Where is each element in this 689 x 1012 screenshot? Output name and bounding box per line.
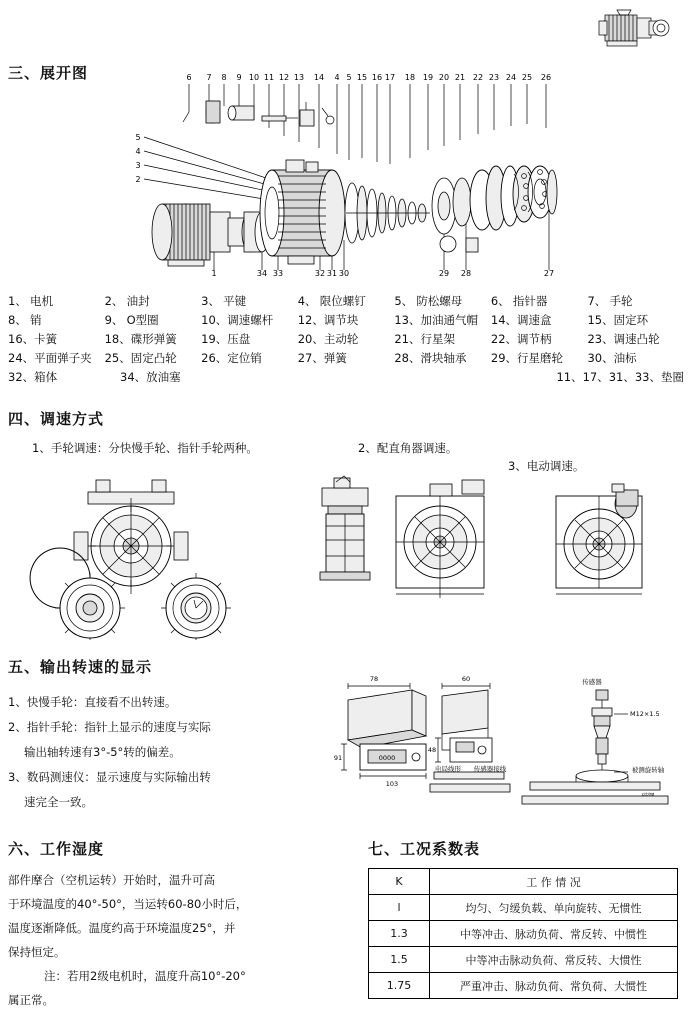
svg-text:13: 13 [293, 73, 305, 82]
humidity-line-2: 于环境温度的40°-50°，当运转60-80小时后， [8, 897, 248, 911]
legend-item: 28、滑块轴承 [394, 351, 467, 365]
humidity-note-1: 注：若用2级电机时，温度升高10°-20° [44, 969, 246, 983]
legend-item: 2、 油封 [104, 294, 150, 308]
table-cell-k: l [369, 895, 430, 921]
legend-item: 19、压盘 [201, 332, 251, 346]
svg-text:16: 16 [371, 73, 383, 82]
dim-60: 60 [461, 675, 471, 683]
svg-text:10: 10 [248, 73, 260, 82]
meter-bracket [428, 690, 510, 792]
legend-item: 16、卡簧 [8, 332, 58, 346]
table-cell-condition: 均匀、匀缓负载、单向旋转、无惯性 [430, 895, 678, 921]
svg-text:32: 32 [314, 269, 326, 278]
svg-text:11: 11 [263, 73, 275, 82]
drawing-angle-adapter-side [320, 476, 370, 580]
humidity-body [8, 868, 338, 1012]
svg-text:30: 30 [338, 269, 350, 278]
table-header-condition: 工 作 情 况 [430, 869, 678, 895]
legend-item: 5、 防松螺母 [394, 294, 463, 308]
legend-item: 27、弹簧 [297, 351, 347, 365]
legend-item: 1、 电机 [8, 294, 53, 308]
legend-item: 10、调速螺杆 [201, 313, 274, 327]
motor-illustration [591, 4, 677, 54]
table-header-k: K [369, 869, 430, 895]
parts-legend [8, 292, 684, 387]
svg-text:22: 22 [472, 73, 484, 82]
svg-text:17: 17 [384, 73, 396, 82]
svg-text:4: 4 [135, 147, 141, 156]
meter-diagram [330, 672, 686, 812]
table-row [369, 973, 678, 999]
legend-row [8, 349, 684, 368]
label-sensor: 传感器接线 [473, 765, 507, 773]
speed-mode-1: 1、手轮调速：分快慢手轮、指针手轮两种。 [32, 441, 258, 455]
legend-item: 15、固定环 [587, 313, 649, 327]
legend-row [8, 330, 684, 349]
svg-text:28: 28 [460, 269, 472, 278]
legend-item: 25、固定凸轮 [104, 351, 177, 365]
table-row [369, 921, 678, 947]
legend-item: 6、 指针器 [490, 294, 548, 308]
svg-text:33: 33 [272, 269, 284, 278]
dim-78: 78 [369, 675, 379, 683]
svg-text:19: 19 [422, 73, 434, 82]
svg-text:18: 18 [404, 73, 416, 82]
svg-text:20: 20 [438, 73, 450, 82]
label-rotating: 被测旋转轴 [631, 766, 665, 774]
table-header-row [369, 869, 678, 895]
svg-text:8: 8 [221, 73, 227, 82]
svg-text:9: 9 [236, 73, 242, 82]
table-cell-k: 1.5 [369, 947, 430, 973]
svg-text:7: 7 [206, 73, 212, 82]
svg-text:5: 5 [346, 73, 352, 82]
table-cell-condition: 中等冲击脉动负荷、常反转、大惯性 [430, 947, 678, 973]
svg-text:6: 6 [186, 73, 192, 82]
table-row [369, 895, 678, 921]
digital-meter [334, 690, 426, 788]
legend-row [8, 311, 684, 330]
legend-row [8, 368, 684, 387]
drawing-handwheel-topview [74, 480, 188, 594]
svg-text:2: 2 [135, 175, 141, 184]
svg-text:26: 26 [540, 73, 552, 82]
legend-item: 26、定位销 [201, 351, 262, 365]
svg-text:4: 4 [334, 73, 340, 82]
legend-item: 13、加油通气帽 [394, 313, 478, 327]
legend-item: 32、箱体 [8, 370, 58, 384]
svg-text:34: 34 [256, 269, 268, 278]
legend-item: 34、放油塞 [120, 370, 181, 384]
meter-value: 0000 [378, 754, 396, 762]
legend-item: 9、 O型圈 [104, 313, 159, 327]
section-three-title: 三、展开图 [8, 64, 89, 82]
dim-103: 103 [385, 780, 399, 788]
svg-text:3: 3 [135, 161, 141, 170]
humidity-line-4: 保持恒定。 [8, 945, 66, 959]
display-list [8, 690, 338, 815]
svg-text:27: 27 [543, 269, 555, 278]
section-seven-title: 七、工况系数表 [368, 840, 481, 858]
speed-mode-2: 2、配直角器调速。 [358, 441, 458, 455]
legend-washer-note: 11、17、31、33、垫圈 [556, 370, 684, 384]
legend-item: 14、调速盒 [490, 313, 552, 327]
display-item-2: 2、指针手轮：指针上显示的速度与实际 [8, 720, 211, 734]
sensor-assembly [522, 677, 668, 804]
display-item-2-cont: 输出轴转速有3°-5°转的偏差。 [24, 745, 181, 759]
display-item-1: 1、快慢手轮：直接看不出转速。 [8, 695, 177, 709]
section-four-title: 四、调速方式 [8, 410, 105, 428]
svg-text:21: 21 [454, 73, 466, 82]
table-cell-condition: 严重冲击、脉动负荷、常负荷、大惯性 [430, 973, 678, 999]
legend-item: 24、平面弹子夹 [8, 351, 92, 365]
display-item-3: 3、数码测速仪：显示速度与实际输出转 [8, 770, 211, 784]
humidity-note-2: 属正常。 [8, 993, 54, 1007]
table-cell-condition: 中等冲击、脉动负荷、常反转、中惯性 [430, 921, 678, 947]
drawing-angle-adapter-front [396, 480, 484, 598]
dim-91: 91 [333, 754, 343, 762]
legend-item: 18、碟形弹簧 [104, 332, 177, 346]
dim-48: 48 [427, 746, 437, 754]
legend-item: 21、行星架 [394, 332, 455, 346]
drawing-pointer-handwheel [161, 573, 231, 640]
drawing-electric-drive [556, 484, 642, 594]
legend-item: 3、 平键 [201, 294, 247, 308]
humidity-line-1: 部件摩合（空机运转）开始时，温升可高 [8, 873, 215, 887]
display-item-3-cont: 速完全一致。 [24, 795, 93, 809]
table-cell-k: 1.75 [369, 973, 430, 999]
svg-text:12: 12 [278, 73, 290, 82]
svg-text:14: 14 [313, 73, 325, 82]
label-thread: M12×1.5 [630, 710, 660, 718]
table-row [369, 947, 678, 973]
label-motor: 电局线形 [435, 765, 461, 773]
speed-mode-3: 3、电动调速。 [508, 459, 585, 473]
legend-item: 20、主动轮 [297, 332, 359, 346]
legend-item: 8、 销 [8, 313, 42, 327]
coefficient-table [368, 868, 678, 999]
legend-item: 12、调节块 [297, 313, 359, 327]
label-top: 传感器 [582, 678, 602, 686]
svg-text:29: 29 [438, 269, 450, 278]
legend-item: 29、行星磨轮 [490, 351, 564, 365]
table-cell-k: 1.3 [369, 921, 430, 947]
svg-text:15: 15 [356, 73, 368, 82]
svg-text:24: 24 [505, 73, 517, 82]
svg-text:25: 25 [521, 73, 533, 82]
svg-text:5: 5 [135, 133, 141, 142]
svg-text:31: 31 [326, 269, 338, 278]
legend-item: 23、调速凸轮 [587, 332, 660, 346]
legend-item: 4、 限位螺钉 [297, 294, 366, 308]
legend-row [8, 292, 684, 311]
section-six-title: 六、工作湿度 [8, 840, 105, 858]
svg-text:23: 23 [488, 73, 500, 82]
section-five-title: 五、输出转速的显示 [8, 658, 153, 676]
svg-text:1: 1 [211, 269, 217, 278]
legend-item: 30、油标 [587, 351, 637, 365]
humidity-line-3: 温度逐渐降低。温度约高于环境温度25°，并 [8, 921, 236, 935]
speed-mode-drawings [0, 470, 689, 640]
legend-item: 22、调节柄 [490, 332, 552, 346]
legend-item: 7、 手轮 [587, 294, 633, 308]
